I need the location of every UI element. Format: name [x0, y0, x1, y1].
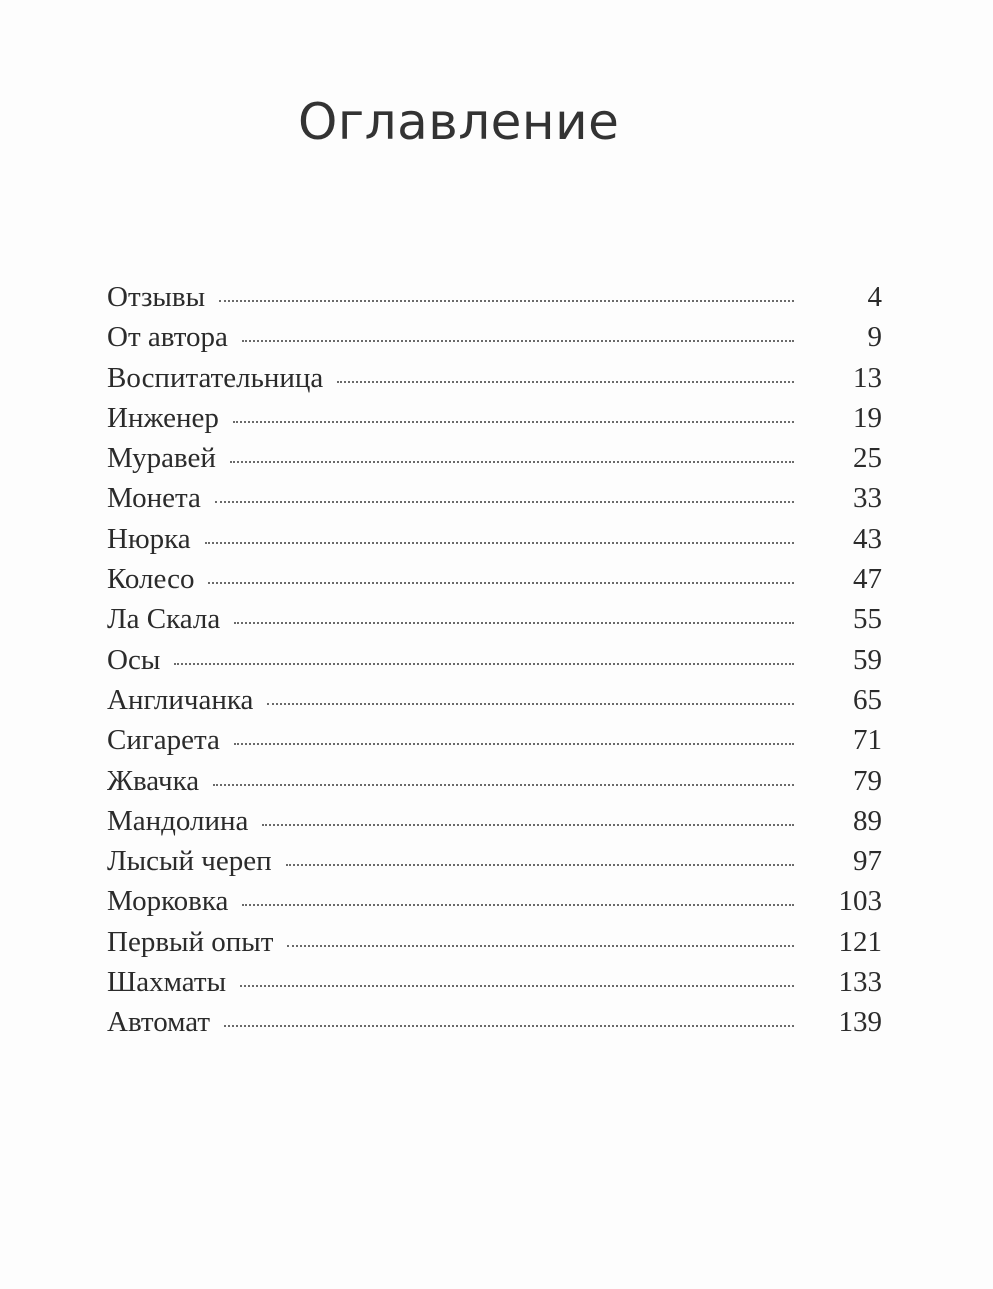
toc-entry-title: Отзывы [107, 281, 206, 313]
toc-entry-page: 139 [838, 1006, 882, 1039]
toc-entry-page: 19 [853, 401, 882, 434]
toc-entry-title: Морковка [107, 885, 229, 918]
toc-entry[interactable] [107, 321, 882, 361]
dot-leader [174, 663, 794, 665]
toc-entry[interactable] [107, 362, 882, 402]
dot-leader [213, 784, 794, 786]
toc-entry[interactable] [107, 845, 882, 885]
dot-leader [234, 743, 794, 745]
toc-entry[interactable] [107, 644, 882, 684]
toc-entry[interactable] [107, 442, 882, 482]
toc-entry-title: Жвачка [107, 764, 200, 797]
dot-leader [230, 461, 794, 463]
dot-leader [219, 300, 794, 302]
toc-entry-page: 71 [853, 724, 882, 757]
toc-entry-title: Сигарета [107, 724, 220, 757]
dot-leader [208, 582, 794, 584]
toc-entry-page: 9 [867, 321, 882, 354]
toc-entry-title: Лысый череп [107, 845, 272, 878]
toc-entry[interactable] [107, 523, 882, 563]
toc-entry-title: Мандолина [107, 804, 249, 837]
toc-entry-page: 47 [853, 563, 882, 596]
toc-entry-page: 43 [853, 522, 882, 555]
toc-entry[interactable] [107, 885, 882, 925]
toc-entry[interactable] [107, 805, 882, 845]
dot-leader [205, 542, 794, 544]
toc-entry[interactable] [107, 926, 882, 966]
toc-entry-page: 25 [853, 442, 882, 475]
dot-leader [262, 824, 794, 826]
toc-entry[interactable] [107, 765, 882, 805]
dot-leader [242, 904, 794, 906]
dot-leader [337, 381, 794, 383]
toc-entry-title: Нюрка [107, 522, 191, 555]
toc-entry-title: Колесо [107, 563, 195, 596]
toc-entry-page: 79 [853, 764, 882, 797]
toc-entry-page: 133 [838, 966, 882, 999]
toc-entry-title: Монета [107, 482, 201, 515]
toc-entry-page: 121 [838, 925, 882, 958]
dot-leader [240, 985, 794, 987]
toc-entry-page: 97 [853, 845, 882, 878]
dot-leader [215, 501, 794, 503]
dot-leader [287, 945, 794, 947]
toc-entry-title: От автора [107, 321, 228, 354]
toc-entry-page: 59 [853, 643, 882, 676]
toc-entry-page: 103 [838, 885, 882, 918]
dot-leader [234, 622, 794, 624]
toc-entry-page: 55 [853, 603, 882, 636]
toc-entry-title: Первый опыт [107, 925, 274, 958]
toc-entry-title: Муравей [107, 442, 216, 475]
toc-entry-title: Ла Скала [107, 603, 221, 636]
toc-entry-title: Англичанка [107, 683, 254, 716]
dot-leader [242, 340, 794, 342]
toc-entry[interactable] [107, 603, 882, 643]
toc-entry-title: Осы [107, 643, 161, 676]
toc-entry[interactable] [107, 684, 882, 724]
page-title: Оглавление [298, 93, 620, 151]
toc-entry[interactable] [107, 563, 882, 603]
toc-entry[interactable] [107, 281, 882, 321]
toc-entry[interactable] [107, 724, 882, 764]
dot-leader [224, 1025, 794, 1027]
toc-entry-title: Воспитательница [107, 361, 324, 394]
toc-entry-page: 65 [853, 683, 882, 716]
dot-leader [286, 864, 794, 866]
toc-entry-page: 4 [867, 281, 882, 313]
toc-entry[interactable] [107, 1006, 882, 1046]
toc-entry[interactable] [107, 966, 882, 1006]
toc-entry[interactable] [107, 402, 882, 442]
toc-entry-title: Инженер [107, 401, 219, 434]
toc-entry-page: 89 [853, 804, 882, 837]
dot-leader [267, 703, 794, 705]
toc-entry-page: 13 [853, 361, 882, 394]
table-of-contents [107, 281, 882, 1047]
toc-entry-title: Шахматы [107, 966, 227, 999]
toc-entry[interactable] [107, 482, 882, 522]
toc-entry-page: 33 [853, 482, 882, 515]
dot-leader [233, 421, 794, 423]
toc-entry-title: Автомат [107, 1006, 211, 1039]
